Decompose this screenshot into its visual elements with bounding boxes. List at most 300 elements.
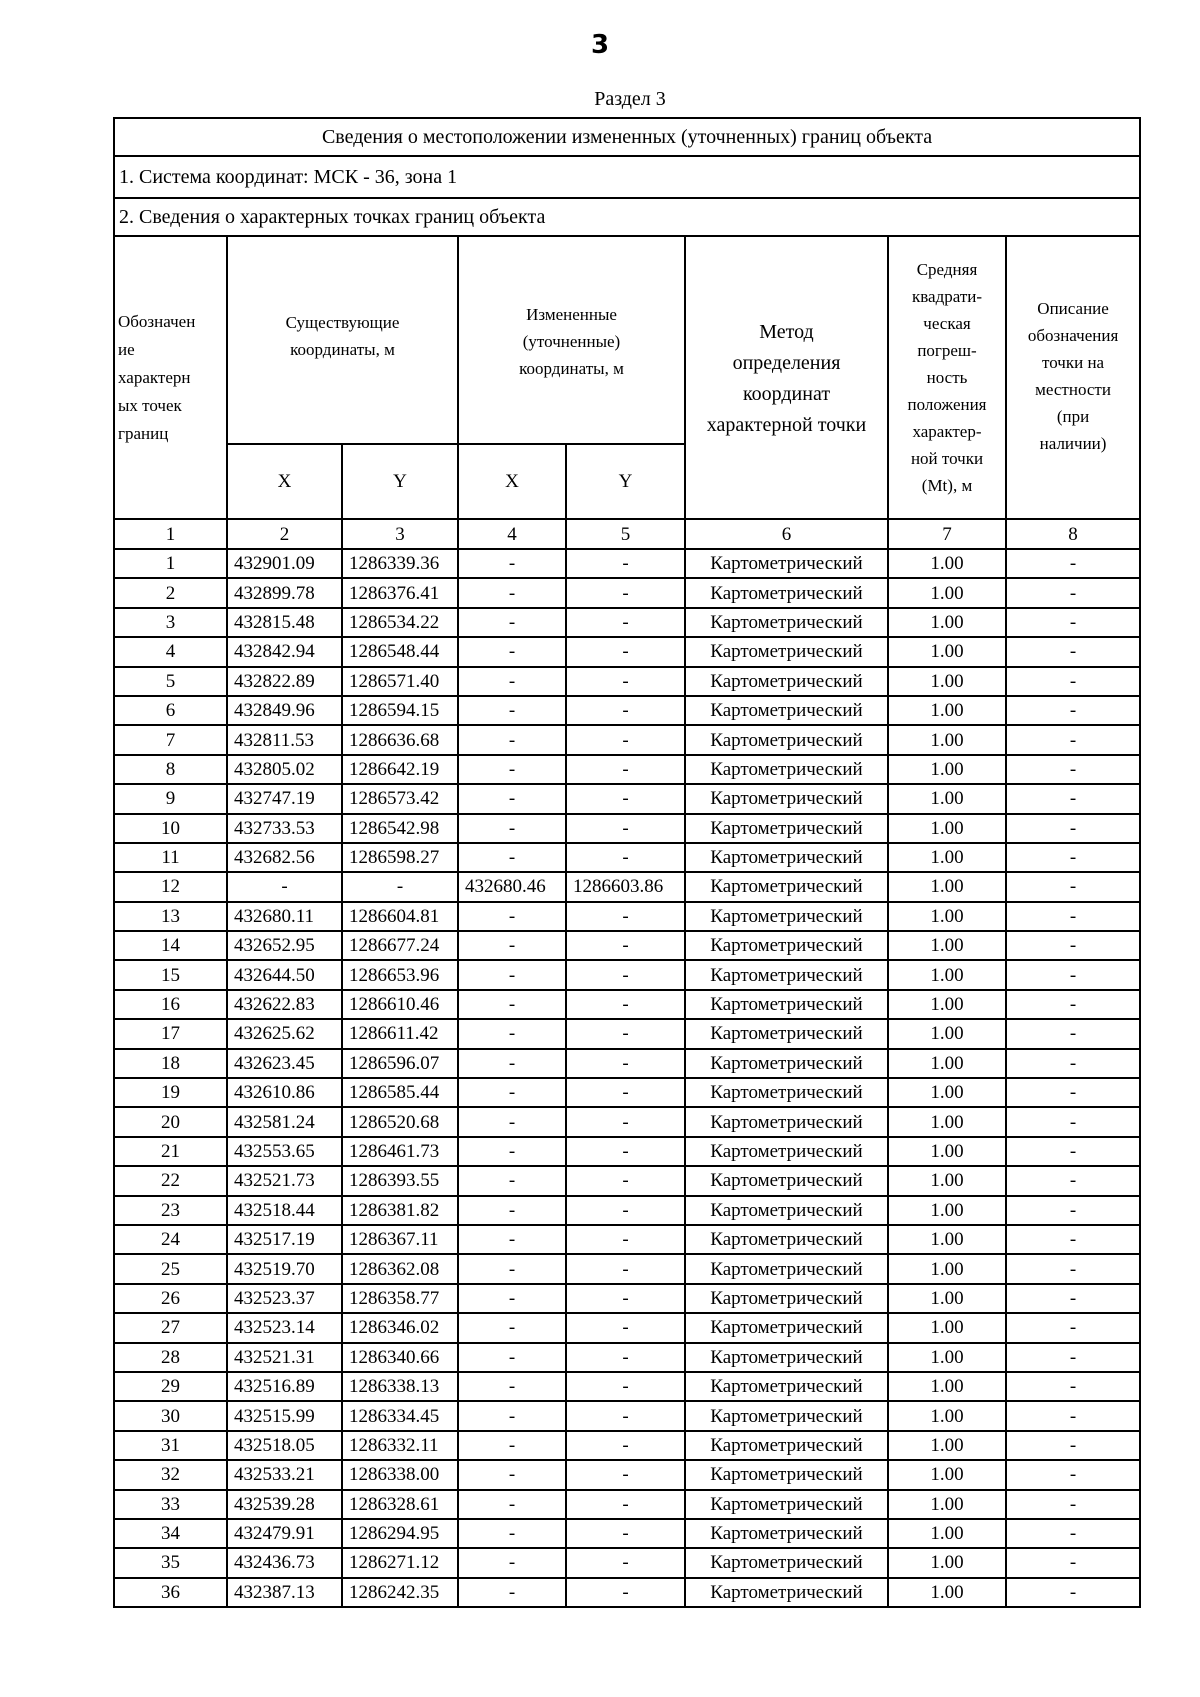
method-cell: Картометрический: [685, 1372, 888, 1401]
existing-x-cell: 432523.37: [227, 1284, 342, 1313]
existing-x-cell: 432517.19: [227, 1225, 342, 1254]
description-cell: -: [1006, 960, 1140, 989]
existing-y-cell: 1286585.44: [342, 1078, 458, 1107]
existing-y-cell: 1286594.15: [342, 696, 458, 725]
point-number-cell: 6: [114, 696, 227, 725]
description-cell: -: [1006, 1078, 1140, 1107]
error-cell: 1.00: [888, 637, 1006, 666]
existing-y-cell: 1286242.35: [342, 1578, 458, 1607]
changed-x-cell: -: [458, 1519, 566, 1548]
changed-y-cell: -: [566, 814, 685, 843]
error-cell: 1.00: [888, 843, 1006, 872]
description-cell: -: [1006, 1372, 1140, 1401]
existing-y-cell: 1286338.00: [342, 1460, 458, 1489]
changed-y-cell: 1286603.86: [566, 872, 685, 901]
column-header-x-existing: X: [227, 444, 342, 519]
point-number-cell: 31: [114, 1431, 227, 1460]
method-cell: Картометрический: [685, 1196, 888, 1225]
changed-y-cell: -: [566, 990, 685, 1019]
description-cell: -: [1006, 1254, 1140, 1283]
existing-x-cell: 432581.24: [227, 1107, 342, 1136]
changed-x-cell: -: [458, 755, 566, 784]
method-cell: Картометрический: [685, 1431, 888, 1460]
method-cell: Картометрический: [685, 725, 888, 754]
description-cell: -: [1006, 1196, 1140, 1225]
changed-y-cell: -: [566, 608, 685, 637]
changed-x-cell: -: [458, 1137, 566, 1166]
point-number-cell: 29: [114, 1372, 227, 1401]
existing-y-cell: 1286596.07: [342, 1049, 458, 1078]
existing-y-cell: 1286604.81: [342, 902, 458, 931]
existing-x-cell: 432622.83: [227, 990, 342, 1019]
existing-y-cell: 1286393.55: [342, 1166, 458, 1195]
column-header-existing: Существующие координаты, м: [227, 236, 458, 444]
changed-y-cell: -: [566, 578, 685, 607]
existing-y-cell: 1286362.08: [342, 1254, 458, 1283]
existing-x-cell: 432644.50: [227, 960, 342, 989]
existing-x-cell: 432899.78: [227, 578, 342, 607]
existing-x-cell: 432436.73: [227, 1548, 342, 1577]
error-cell: 1.00: [888, 872, 1006, 901]
changed-x-cell: -: [458, 784, 566, 813]
table-row: [114, 725, 1140, 754]
description-cell: -: [1006, 1519, 1140, 1548]
table-row: [114, 1548, 1140, 1577]
point-number-cell: 9: [114, 784, 227, 813]
changed-x-cell: -: [458, 1284, 566, 1313]
method-cell: Картометрический: [685, 667, 888, 696]
description-cell: -: [1006, 1284, 1140, 1313]
changed-x-cell: -: [458, 902, 566, 931]
existing-y-cell: 1286381.82: [342, 1196, 458, 1225]
existing-y-cell: 1286332.11: [342, 1431, 458, 1460]
point-number-cell: 3: [114, 608, 227, 637]
error-cell: 1.00: [888, 1049, 1006, 1078]
existing-x-cell: 432516.89: [227, 1372, 342, 1401]
column-header-y-existing: Y: [342, 444, 458, 519]
method-cell: Картометрический: [685, 960, 888, 989]
changed-x-cell: -: [458, 1401, 566, 1430]
table-row: [114, 1343, 1140, 1372]
changed-y-cell: -: [566, 1431, 685, 1460]
changed-x-cell: -: [458, 667, 566, 696]
existing-x-cell: 432518.44: [227, 1196, 342, 1225]
existing-x-cell: 432387.13: [227, 1578, 342, 1607]
method-cell: Картометрический: [685, 1313, 888, 1342]
error-cell: 1.00: [888, 1225, 1006, 1254]
error-cell: 1.00: [888, 1490, 1006, 1519]
existing-x-cell: 432682.56: [227, 843, 342, 872]
existing-y-cell: 1286520.68: [342, 1107, 458, 1136]
table-row: [114, 784, 1140, 813]
point-number-cell: 36: [114, 1578, 227, 1607]
existing-x-cell: 432652.95: [227, 931, 342, 960]
point-number-cell: 13: [114, 902, 227, 931]
existing-x-cell: 432519.70: [227, 1254, 342, 1283]
error-cell: 1.00: [888, 1254, 1006, 1283]
existing-y-cell: 1286542.98: [342, 814, 458, 843]
method-cell: Картометрический: [685, 1107, 888, 1136]
point-number-cell: 21: [114, 1137, 227, 1166]
method-cell: Картометрический: [685, 843, 888, 872]
existing-x-cell: 432521.73: [227, 1166, 342, 1195]
changed-x-cell: -: [458, 960, 566, 989]
existing-y-cell: 1286611.42: [342, 1019, 458, 1048]
description-cell: -: [1006, 1548, 1140, 1577]
method-cell: Картометрический: [685, 608, 888, 637]
changed-y-cell: -: [566, 1401, 685, 1430]
error-cell: 1.00: [888, 1578, 1006, 1607]
existing-x-cell: 432625.62: [227, 1019, 342, 1048]
point-number-cell: 25: [114, 1254, 227, 1283]
method-cell: Картометрический: [685, 784, 888, 813]
table-row: [114, 1254, 1140, 1283]
method-cell: Картометрический: [685, 1490, 888, 1519]
table-row: [114, 1078, 1140, 1107]
existing-x-cell: 432539.28: [227, 1490, 342, 1519]
method-cell: Картометрический: [685, 1519, 888, 1548]
changed-x-cell: -: [458, 637, 566, 666]
changed-x-cell: -: [458, 578, 566, 607]
description-cell: -: [1006, 1401, 1140, 1430]
column-number: 6: [685, 519, 888, 549]
changed-x-cell: -: [458, 1225, 566, 1254]
error-cell: 1.00: [888, 1401, 1006, 1430]
coordinate-system: 1. Система координат: МСК - 36, зона 1: [114, 156, 1140, 198]
column-number: 5: [566, 519, 685, 549]
changed-x-cell: -: [458, 931, 566, 960]
column-number: 4: [458, 519, 566, 549]
changed-y-cell: -: [566, 667, 685, 696]
existing-x-cell: 432623.45: [227, 1049, 342, 1078]
changed-y-cell: -: [566, 1313, 685, 1342]
changed-y-cell: -: [566, 1460, 685, 1489]
table-row: [114, 814, 1140, 843]
changed-y-cell: -: [566, 1107, 685, 1136]
point-number-cell: 22: [114, 1166, 227, 1195]
description-cell: -: [1006, 1019, 1140, 1048]
column-header-changed: Измененные (уточненные) координаты, м: [458, 236, 685, 444]
column-header-designation: Обозначен ие характерн ых точек границ: [114, 236, 227, 519]
error-cell: 1.00: [888, 1460, 1006, 1489]
existing-x-cell: 432680.11: [227, 902, 342, 931]
error-cell: 1.00: [888, 1372, 1006, 1401]
point-number-cell: 24: [114, 1225, 227, 1254]
existing-y-cell: 1286653.96: [342, 960, 458, 989]
description-cell: -: [1006, 931, 1140, 960]
error-cell: 1.00: [888, 578, 1006, 607]
existing-x-cell: 432523.14: [227, 1313, 342, 1342]
description-cell: -: [1006, 1166, 1140, 1195]
description-cell: -: [1006, 902, 1140, 931]
existing-x-cell: 432553.65: [227, 1137, 342, 1166]
point-number-cell: 32: [114, 1460, 227, 1489]
table-row: [114, 755, 1140, 784]
changed-y-cell: -: [566, 931, 685, 960]
description-cell: -: [1006, 667, 1140, 696]
existing-y-cell: 1286338.13: [342, 1372, 458, 1401]
description-cell: -: [1006, 814, 1140, 843]
column-header-x-changed: X: [458, 444, 566, 519]
method-cell: Картометрический: [685, 902, 888, 931]
method-cell: Картометрический: [685, 637, 888, 666]
changed-y-cell: -: [566, 1225, 685, 1254]
description-cell: -: [1006, 872, 1140, 901]
method-cell: Картометрический: [685, 1166, 888, 1195]
changed-x-cell: -: [458, 1254, 566, 1283]
table-row: [114, 608, 1140, 637]
column-number: 1: [114, 519, 227, 549]
changed-x-cell: -: [458, 1166, 566, 1195]
existing-y-cell: 1286571.40: [342, 667, 458, 696]
changed-y-cell: -: [566, 1166, 685, 1195]
column-numbers-row: [114, 519, 1140, 549]
existing-y-cell: 1286340.66: [342, 1343, 458, 1372]
existing-y-cell: 1286339.36: [342, 549, 458, 578]
table-row: [114, 549, 1140, 578]
existing-y-cell: 1286358.77: [342, 1284, 458, 1313]
existing-y-cell: 1286367.11: [342, 1225, 458, 1254]
method-cell: Картометрический: [685, 872, 888, 901]
changed-x-cell: -: [458, 1078, 566, 1107]
method-cell: Картометрический: [685, 1284, 888, 1313]
section-label: Раздел 3: [594, 88, 666, 110]
point-number-cell: 15: [114, 960, 227, 989]
changed-y-cell: -: [566, 1196, 685, 1225]
existing-y-cell: 1286328.61: [342, 1490, 458, 1519]
changed-y-cell: -: [566, 1519, 685, 1548]
error-cell: 1.00: [888, 1519, 1006, 1548]
page-number: 3: [590, 30, 610, 60]
changed-y-cell: -: [566, 549, 685, 578]
error-cell: 1.00: [888, 784, 1006, 813]
boundary-points-table: [113, 117, 1141, 1608]
error-cell: 1.00: [888, 931, 1006, 960]
error-cell: 1.00: [888, 755, 1006, 784]
description-cell: -: [1006, 1578, 1140, 1607]
description-cell: -: [1006, 578, 1140, 607]
point-number-cell: 33: [114, 1490, 227, 1519]
existing-x-cell: 432521.31: [227, 1343, 342, 1372]
table-row: [114, 1225, 1140, 1254]
error-cell: 1.00: [888, 1137, 1006, 1166]
point-number-cell: 14: [114, 931, 227, 960]
changed-x-cell: -: [458, 814, 566, 843]
error-cell: 1.00: [888, 1313, 1006, 1342]
error-cell: 1.00: [888, 814, 1006, 843]
existing-x-cell: 432815.48: [227, 608, 342, 637]
point-number-cell: 28: [114, 1343, 227, 1372]
existing-y-cell: 1286376.41: [342, 578, 458, 607]
table-row: [114, 667, 1140, 696]
table-row: [114, 1460, 1140, 1489]
changed-x-cell: -: [458, 696, 566, 725]
table-row: [114, 1578, 1140, 1607]
description-cell: -: [1006, 1431, 1140, 1460]
column-header-description: Описание обозначения точки на местности (при наличии): [1006, 236, 1140, 519]
error-cell: 1.00: [888, 1431, 1006, 1460]
error-cell: 1.00: [888, 696, 1006, 725]
description-cell: -: [1006, 1313, 1140, 1342]
changed-x-cell: -: [458, 1372, 566, 1401]
method-cell: Картометрический: [685, 990, 888, 1019]
changed-y-cell: -: [566, 1137, 685, 1166]
changed-x-cell: -: [458, 990, 566, 1019]
error-cell: 1.00: [888, 608, 1006, 637]
changed-y-cell: -: [566, 1343, 685, 1372]
description-cell: -: [1006, 549, 1140, 578]
table-row: [114, 1166, 1140, 1195]
table-row: [114, 1401, 1140, 1430]
method-cell: Картометрический: [685, 1401, 888, 1430]
changed-y-cell: -: [566, 1372, 685, 1401]
table-row: [114, 931, 1140, 960]
changed-x-cell: -: [458, 1490, 566, 1519]
existing-y-cell: 1286573.42: [342, 784, 458, 813]
existing-y-cell: 1286636.68: [342, 725, 458, 754]
error-cell: 1.00: [888, 960, 1006, 989]
point-number-cell: 27: [114, 1313, 227, 1342]
point-number-cell: 34: [114, 1519, 227, 1548]
method-cell: Картометрический: [685, 549, 888, 578]
error-cell: 1.00: [888, 1019, 1006, 1048]
method-cell: Картометрический: [685, 1078, 888, 1107]
existing-y-cell: 1286677.24: [342, 931, 458, 960]
description-cell: -: [1006, 696, 1140, 725]
method-cell: Картометрический: [685, 696, 888, 725]
error-cell: 1.00: [888, 1107, 1006, 1136]
changed-x-cell: -: [458, 1548, 566, 1577]
existing-x-cell: 432533.21: [227, 1460, 342, 1489]
method-cell: Картометрический: [685, 1225, 888, 1254]
error-cell: 1.00: [888, 1343, 1006, 1372]
existing-y-cell: 1286642.19: [342, 755, 458, 784]
table-row: [114, 1137, 1140, 1166]
changed-y-cell: -: [566, 960, 685, 989]
changed-y-cell: -: [566, 1578, 685, 1607]
changed-x-cell: -: [458, 608, 566, 637]
table-row: [114, 1284, 1140, 1313]
existing-y-cell: 1286598.27: [342, 843, 458, 872]
point-number-cell: 23: [114, 1196, 227, 1225]
changed-y-cell: -: [566, 1548, 685, 1577]
existing-x-cell: 432747.19: [227, 784, 342, 813]
method-cell: Картометрический: [685, 1460, 888, 1489]
method-cell: Картометрический: [685, 931, 888, 960]
column-number: 2: [227, 519, 342, 549]
point-number-cell: 5: [114, 667, 227, 696]
point-number-cell: 11: [114, 843, 227, 872]
point-number-cell: 17: [114, 1019, 227, 1048]
existing-x-cell: 432518.05: [227, 1431, 342, 1460]
description-cell: -: [1006, 755, 1140, 784]
existing-y-cell: 1286334.45: [342, 1401, 458, 1430]
point-number-cell: 8: [114, 755, 227, 784]
column-header-method: Метод определения координат характерной точки: [685, 236, 888, 519]
table-row: [114, 1019, 1140, 1048]
changed-y-cell: -: [566, 1019, 685, 1048]
changed-x-cell: -: [458, 1460, 566, 1489]
point-number-cell: 16: [114, 990, 227, 1019]
point-number-cell: 7: [114, 725, 227, 754]
changed-x-cell: -: [458, 1107, 566, 1136]
changed-y-cell: -: [566, 1049, 685, 1078]
existing-x-cell: 432901.09: [227, 549, 342, 578]
changed-x-cell: -: [458, 1196, 566, 1225]
existing-x-cell: 432479.91: [227, 1519, 342, 1548]
description-cell: -: [1006, 1490, 1140, 1519]
description-cell: -: [1006, 637, 1140, 666]
existing-y-cell: 1286534.22: [342, 608, 458, 637]
existing-y-cell: 1286271.12: [342, 1548, 458, 1577]
description-cell: -: [1006, 1137, 1140, 1166]
table-row: [114, 1372, 1140, 1401]
method-cell: Картометрический: [685, 1254, 888, 1283]
error-cell: 1.00: [888, 1166, 1006, 1195]
error-cell: 1.00: [888, 549, 1006, 578]
table-row: [114, 1431, 1140, 1460]
existing-y-cell: -: [342, 872, 458, 901]
changed-x-cell: -: [458, 549, 566, 578]
table-row: [114, 1490, 1140, 1519]
column-number: 7: [888, 519, 1006, 549]
point-number-cell: 1: [114, 549, 227, 578]
point-number-cell: 20: [114, 1107, 227, 1136]
error-cell: 1.00: [888, 1548, 1006, 1577]
method-cell: Картометрический: [685, 1049, 888, 1078]
changed-y-cell: -: [566, 637, 685, 666]
changed-y-cell: -: [566, 843, 685, 872]
error-cell: 1.00: [888, 902, 1006, 931]
existing-x-cell: 432733.53: [227, 814, 342, 843]
method-cell: Картометрический: [685, 1578, 888, 1607]
changed-x-cell: -: [458, 725, 566, 754]
existing-x-cell: 432842.94: [227, 637, 342, 666]
existing-x-cell: -: [227, 872, 342, 901]
table-row: [114, 1313, 1140, 1342]
error-cell: 1.00: [888, 1078, 1006, 1107]
existing-x-cell: 432849.96: [227, 696, 342, 725]
changed-x-cell: -: [458, 1431, 566, 1460]
table-row: [114, 637, 1140, 666]
changed-x-cell: -: [458, 843, 566, 872]
point-number-cell: 30: [114, 1401, 227, 1430]
changed-y-cell: -: [566, 696, 685, 725]
changed-x-cell: 432680.46: [458, 872, 566, 901]
column-number: 8: [1006, 519, 1140, 549]
error-cell: 1.00: [888, 667, 1006, 696]
point-number-cell: 12: [114, 872, 227, 901]
existing-y-cell: 1286294.95: [342, 1519, 458, 1548]
existing-x-cell: 432822.89: [227, 667, 342, 696]
description-cell: -: [1006, 1343, 1140, 1372]
changed-x-cell: -: [458, 1019, 566, 1048]
description-cell: -: [1006, 1225, 1140, 1254]
description-cell: -: [1006, 1107, 1140, 1136]
point-number-cell: 4: [114, 637, 227, 666]
changed-y-cell: -: [566, 784, 685, 813]
description-cell: -: [1006, 1049, 1140, 1078]
table-row: [114, 1196, 1140, 1225]
error-cell: 1.00: [888, 990, 1006, 1019]
table-row: [114, 696, 1140, 725]
point-number-cell: 35: [114, 1548, 227, 1577]
description-cell: -: [1006, 725, 1140, 754]
point-number-cell: 18: [114, 1049, 227, 1078]
table-row: [114, 1049, 1140, 1078]
error-cell: 1.00: [888, 725, 1006, 754]
description-cell: -: [1006, 990, 1140, 1019]
